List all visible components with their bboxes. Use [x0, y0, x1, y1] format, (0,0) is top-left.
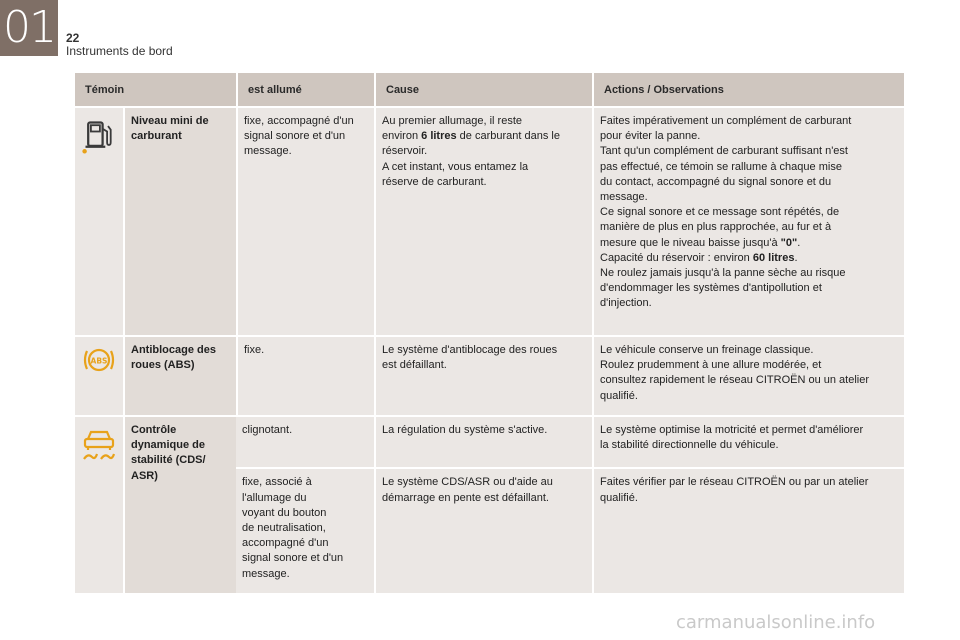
fuel-action-line: pas effectué, ce témoin se rallume à chaque mise — [600, 160, 842, 173]
header-temoin: Témoin — [85, 84, 125, 96]
abs-action-line: consultez rapidement le réseau CITROËN ou un atelier — [600, 374, 870, 387]
dsc-name-line: Contrôle — [131, 424, 177, 436]
fuel-state-line: message. — [244, 145, 292, 158]
dsc-cause-line: La régulation du système s'active. — [382, 424, 548, 436]
fuel-actions-cell — [592, 108, 904, 335]
abs-state-line: fixe. — [244, 344, 265, 356]
fuel-cause-line: Au premier allumage, il reste — [382, 115, 523, 127]
fuel-cause-line: réservoir. — [382, 145, 428, 158]
fuel-icon-cell — [75, 108, 123, 335]
fuel-action-line: pour éviter la panne. — [600, 130, 701, 143]
table-header — [75, 73, 904, 106]
dsc-cause-line: démarrage en pente est défaillant. — [382, 491, 549, 504]
fuel-action-line — [600, 236, 898, 251]
header-est-allume: est allumé — [236, 73, 374, 106]
fuel-state-cell — [236, 108, 374, 335]
text: . — [794, 251, 798, 264]
dsc-action-line: Le système optimise la motricité et permet d'améliorer — [600, 424, 864, 436]
dsc-state-line: de neutralisation, — [242, 522, 326, 535]
header-cause: Cause — [374, 73, 592, 106]
fuel-cause-line: A cet instant, vous entamez la — [382, 160, 529, 173]
fuel-action-line: Tant qu'un complément de carburant suffisant n'est — [600, 145, 848, 158]
abs-cause-cell — [374, 337, 592, 415]
abs-name-cell — [123, 337, 236, 415]
abs-icon-cell — [75, 337, 123, 415]
dsc-subrow-flashing — [236, 417, 904, 467]
table-row — [75, 106, 904, 335]
fuel-action-line: manière de plus en plus rapprochée, au fur et à — [600, 221, 832, 234]
dsc-cause-cell — [374, 469, 592, 593]
dsc-actions-cell — [592, 469, 904, 593]
dsc-state-cell — [236, 469, 374, 593]
dsc-name-cell — [123, 417, 236, 593]
fuel-name-line: Niveau mini de — [131, 115, 209, 127]
fuel-name-cell — [123, 108, 236, 335]
abs-cause-line: est défaillant. — [382, 359, 447, 372]
text: mesure que le niveau baisse jusqu'à — [600, 236, 781, 249]
fuel-state-line: fixe, accompagné d'un — [244, 115, 354, 127]
section-title: Instruments de bord — [66, 44, 173, 58]
fuel-action-line — [600, 251, 898, 266]
dsc-cause-cell — [374, 417, 592, 467]
dsc-icon-cell — [75, 417, 123, 593]
fuel-action-line: Ne roulez jamais jusqu'à la panne sèche au risque — [600, 267, 846, 280]
text: de carburant dans le — [456, 130, 560, 143]
dsc-action-line: la stabilité directionnelle du véhicule. — [600, 439, 779, 452]
fuel-cause-line: réserve de carburant. — [382, 175, 487, 188]
dsc-subrow-fixed — [236, 467, 904, 593]
chapter-number: 01 — [0, 0, 58, 56]
dsc-state-line: accompagné d'un — [242, 537, 329, 550]
header-actions: Actions / Observations — [592, 73, 904, 106]
tank-capacity: 60 litres — [752, 251, 795, 264]
watermark: carmanualsonline.info — [676, 612, 876, 633]
dsc-action-line: qualifié. — [600, 491, 638, 504]
abs-name-line: Antiblocage des — [131, 344, 216, 356]
fuel-state-line: signal sonore et d'un — [244, 130, 346, 143]
dsc-state-line: message. — [242, 567, 290, 580]
fuel-name-line: carburant — [131, 130, 182, 143]
fuel-quantity: 6 litres — [421, 130, 457, 143]
table-row — [75, 415, 904, 593]
dsc-subrows — [236, 417, 904, 593]
abs-action-line: qualifié. — [600, 389, 638, 402]
abs-actions-cell — [592, 337, 904, 415]
zero-level: "0" — [780, 236, 798, 249]
dsc-state-line: fixe, associé à — [242, 476, 312, 489]
table-row — [75, 335, 904, 415]
dsc-name-line: ASR) — [131, 469, 158, 482]
dsc-state-cell — [236, 417, 374, 467]
fuel-action-line: Ce signal sonore et ce message sont répétés, de — [600, 206, 840, 219]
stability-control-icon — [81, 427, 117, 461]
fuel-action-line: message. — [600, 191, 648, 204]
dsc-state-line: voyant du bouton — [242, 506, 327, 519]
fuel-pump-icon — [81, 116, 117, 156]
dsc-cause-line: Le système CDS/ASR ou d'aide au — [382, 476, 553, 489]
fuel-action-line: d'injection. — [600, 297, 652, 310]
text: . — [797, 236, 801, 249]
fuel-action-line: Faites impérativement un complément de carburant — [600, 115, 852, 127]
abs-name-line: roues (ABS) — [131, 359, 195, 372]
warning-lights-table — [75, 73, 904, 593]
dsc-state-line: clignotant. — [242, 424, 293, 436]
fuel-action-line: du contact, accompagné du signal sonore et du — [600, 175, 832, 188]
dsc-action-line: Faites vérifier par le réseau CITROËN ou par un atelier — [600, 476, 869, 489]
dsc-state-line: l'allumage du — [242, 491, 307, 504]
abs-cause-line: Le système d'antiblocage des roues — [382, 344, 558, 356]
abs-icon-text: ABS — [90, 356, 108, 366]
dsc-state-line: signal sonore et d'un — [242, 552, 344, 565]
abs-action-line: Roulez prudemment à une allure modérée, et — [600, 359, 822, 372]
text: Capacité du réservoir : environ — [600, 251, 753, 264]
dsc-name-line: stabilité (CDS/ — [131, 454, 206, 467]
abs-state-cell — [236, 337, 374, 415]
fuel-action-line: d'endommager les systèmes d'antipollution et — [600, 282, 822, 295]
text: environ — [382, 130, 422, 143]
page-number: 22 — [66, 31, 80, 45]
abs-action-line: Le véhicule conserve un freinage classique. — [600, 344, 814, 356]
abs-warning-icon — [82, 345, 116, 375]
dsc-name-line: dynamique de — [131, 439, 205, 452]
fuel-cause-cell — [374, 108, 592, 335]
dsc-actions-cell — [592, 417, 904, 467]
fuel-cause-line — [382, 129, 586, 144]
